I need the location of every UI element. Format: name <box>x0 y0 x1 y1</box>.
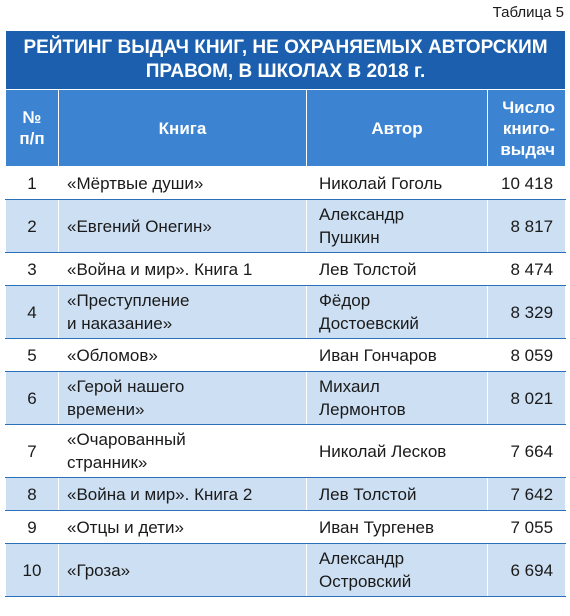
header-count-line: книго- <box>502 118 556 138</box>
cell-author <box>307 167 488 200</box>
table-row <box>6 372 566 425</box>
header-count-line: Число <box>502 97 556 117</box>
table-row <box>6 253 566 286</box>
author-name-line: Михаил <box>319 377 380 396</box>
table-row <box>6 511 566 544</box>
table-row <box>6 425 566 478</box>
cell-book <box>59 372 307 425</box>
book-title-line: «Преступление <box>67 291 190 310</box>
table-caption: Таблица 5 <box>492 4 564 21</box>
header-num-line: п/п <box>19 129 45 148</box>
cell-author <box>307 286 488 339</box>
cell-num: 7 <box>6 425 59 478</box>
cell-num: 2 <box>6 200 59 253</box>
cell-num: 6 <box>6 372 59 425</box>
cell-book <box>59 511 307 544</box>
author-name-line: Николай Лесков <box>319 441 447 461</box>
cell-book <box>59 200 307 253</box>
cell-count: 6 694 <box>488 544 566 597</box>
book-title-line: времени» <box>67 400 145 419</box>
book-title-line: «Отцы и дети» <box>67 517 184 537</box>
book-title-line: странник» <box>67 453 148 472</box>
header-row <box>6 90 566 167</box>
cell-book <box>59 478 307 511</box>
book-title-line: и наказание» <box>67 314 173 333</box>
table-row <box>6 167 566 200</box>
book-title-line: «Война и мир». Книга 2 <box>67 484 253 504</box>
cell-author <box>307 372 488 425</box>
book-title-line: «Обломов» <box>67 345 158 365</box>
cell-num: 9 <box>6 511 59 544</box>
book-title-line: «Война и мир». Книга 1 <box>67 259 253 279</box>
cell-num: 8 <box>6 478 59 511</box>
cell-author <box>307 425 488 478</box>
header-count-line: выдач <box>500 139 556 159</box>
book-title-line: «Гроза» <box>67 560 131 580</box>
book-title-line: «Евгений Онегин» <box>67 216 212 236</box>
cell-count: 7 664 <box>488 425 566 478</box>
cell-book <box>59 286 307 339</box>
cell-author <box>307 253 488 286</box>
book-rating-table <box>5 30 566 597</box>
cell-book <box>59 544 307 597</box>
cell-count: 10 418 <box>488 167 566 200</box>
author-name-line: Александр <box>319 205 405 224</box>
cell-author <box>307 200 488 253</box>
cell-author <box>307 339 488 372</box>
author-name-line: Иван Тургенев <box>319 517 434 537</box>
author-name-line: Островский <box>319 572 412 591</box>
table-title <box>6 31 566 90</box>
author-name-line: Иван Гончаров <box>319 345 437 365</box>
author-name-line: Лев Толстой <box>319 259 417 279</box>
cell-count: 8 817 <box>488 200 566 253</box>
cell-book <box>59 425 307 478</box>
table-row <box>6 339 566 372</box>
cell-book <box>59 167 307 200</box>
cell-count: 8 021 <box>488 372 566 425</box>
cell-book <box>59 253 307 286</box>
header-num-line: № <box>22 108 42 127</box>
header-num <box>6 90 59 167</box>
table-row <box>6 286 566 339</box>
cell-num: 1 <box>6 167 59 200</box>
cell-num: 5 <box>6 339 59 372</box>
book-title-line: «Герой нашего <box>67 377 185 396</box>
table-row <box>6 478 566 511</box>
cell-count: 8 329 <box>488 286 566 339</box>
book-title-line: «Очарованный <box>67 430 186 449</box>
table-title-line-2: ПРАВОМ, В ШКОЛАХ В 2018 г. <box>145 61 426 82</box>
table-body <box>6 167 566 597</box>
cell-count: 8 474 <box>488 253 566 286</box>
cell-author <box>307 544 488 597</box>
cell-count: 8 059 <box>488 339 566 372</box>
author-name-line: Александр <box>319 549 405 568</box>
cell-num: 10 <box>6 544 59 597</box>
cell-num: 3 <box>6 253 59 286</box>
author-name-line: Николай Гоголь <box>319 173 443 193</box>
header-author: Автор <box>307 90 488 167</box>
author-name-line: Достоевский <box>319 314 419 333</box>
author-name-line: Лермонтов <box>319 400 406 419</box>
author-name-line: Фёдор <box>319 291 371 310</box>
cell-author <box>307 478 488 511</box>
table-row <box>6 544 566 597</box>
header-count <box>488 90 566 167</box>
table-title-line-1: РЕЙТИНГ ВЫДАЧ КНИГ, НЕ ОХРАНЯЕМЫХ АВТОРСКИМ <box>23 37 548 58</box>
cell-num: 4 <box>6 286 59 339</box>
table-row <box>6 200 566 253</box>
cell-author <box>307 511 488 544</box>
author-name-line: Пушкин <box>319 228 380 247</box>
header-book: Книга <box>59 90 307 167</box>
book-title-line: «Мёртвые души» <box>67 173 204 193</box>
cell-book <box>59 339 307 372</box>
cell-count: 7 642 <box>488 478 566 511</box>
cell-count: 7 055 <box>488 511 566 544</box>
author-name-line: Лев Толстой <box>319 484 417 504</box>
